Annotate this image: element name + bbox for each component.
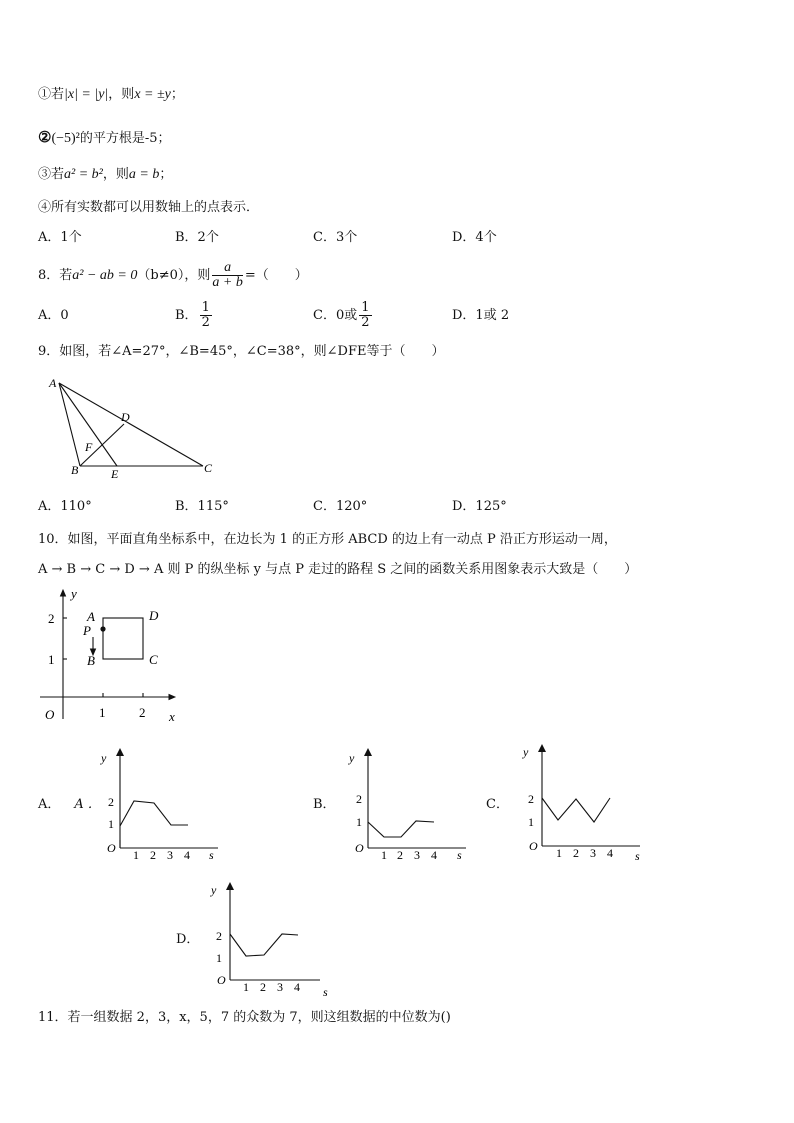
statement-3-end: ； [159,167,173,182]
q8-frac-num: a [212,261,242,276]
q8-option-b-den: 2 [201,315,210,330]
statement-2-text: 的平方根是-5； [79,131,171,146]
q10-graph-b-s-label: s [457,848,462,862]
statement-1-abs: |x| = |y| [64,87,109,102]
q8-fraction [212,261,242,290]
q10-graph-c-s-label: s [635,849,640,862]
q10-graph-c-y2: 2 [528,792,534,806]
statement-1 [38,86,184,104]
q10-graph-c [520,742,650,862]
q10-option-d-label: D． [176,932,200,947]
q10-label-b: B [87,653,95,668]
q10-graph-c-x1: 1 [556,846,562,860]
q10-tick-y2: 2 [48,611,55,626]
statement-1-then: ，则 [108,87,135,102]
q10-graph-b-curve [368,821,434,837]
q8-option-b-frac [200,301,212,330]
q10-stem-line-1: 10．如图，平面直角坐标系中，在边长为 1 的正方形 ABCD 的边上有一动点 P 沿正方形运动一周， [38,532,617,547]
q8-cond: （b≠0） [137,268,185,283]
q10-option-a-label [38,796,101,814]
q10-label-d: D [149,608,159,623]
q10-tick-x1: 1 [99,705,106,720]
q8-option-c-num: 1 [361,300,370,315]
q8-stem [38,258,308,294]
q7-option-d: D．4个 [452,230,497,245]
q10-graph-b [346,748,476,863]
q10-graph-c-x4: 4 [607,846,613,860]
q10-graph-b-x3: 3 [414,848,420,862]
q8-prefix: 8．若 [38,268,73,283]
q10-graph-d-curve [230,934,298,956]
q10-point-p [100,626,105,631]
q8-expr: a² − ab = 0 [72,268,138,283]
q10-graph-d-x2: 2 [260,980,266,994]
q10-graph-a-origin: O [107,841,116,855]
q10-graph-d-y-label: y [211,883,217,897]
q10-graph-a-x3: 3 [167,848,173,862]
statement-1-end: ； [170,87,184,102]
q10-graph-d-y2: 2 [216,929,222,943]
q10-graph-d-origin: O [217,973,226,987]
q10-label-c: C [149,652,158,667]
q10-label-p: P [83,623,91,638]
q10-option-b-label: B． [313,797,336,812]
q8-option-c [313,298,374,334]
q10-graph-d-x1: 1 [243,980,249,994]
q10-stem-line-2: A → B → C → D → A 则 P 的纵坐标 y 与点 P 走过的路程 S 之间的函数关系用图象表示大致是（ ） [38,562,638,577]
q10-graph-b-x4: 4 [431,848,437,862]
q10-graph-d [208,880,338,1000]
q10-graph-b-origin: O [355,841,364,855]
q10-graph-d-y1: 1 [216,951,222,965]
q10-graph-a-y1: 1 [108,817,114,831]
statement-1-marker: ①若 [38,87,65,102]
q8-option-a: A．0 [38,308,69,323]
q8-option-b [175,298,214,334]
q9-side-ac [59,383,203,466]
q10-label-a: A [87,609,95,624]
q10-graph-c-x2: 2 [573,846,579,860]
statement-2 [38,128,171,148]
q9-option-a: A．110° [38,499,92,514]
q10-graph-d-x4: 4 [294,980,300,994]
q10-graph-c-origin: O [529,839,538,853]
statement-3-conclusion: a = b [128,167,160,182]
q10-square [103,618,143,659]
q10-graph-a-x4: 4 [184,848,190,862]
q8-option-d: D．1或 2 [452,308,510,323]
q7-option-c: C．3个 [313,230,358,245]
q10-square-figure [35,585,185,725]
statement-3-then: ，则 [102,167,129,182]
statement-2-expr: (−5)² [51,131,80,146]
q10-graph-b-y-label: y [349,751,355,765]
q10-graph-b-x1: 1 [381,848,387,862]
q10-graph-c-x3: 3 [590,846,596,860]
q10-origin-label: O [45,707,55,722]
statement-3 [38,166,172,184]
q9-side-ab [59,383,80,466]
q11-stem: 11．若一组数据 2，3，x，5，7 的众数为 7，则这组数据的中位数为() [38,1010,451,1025]
q10-graph-a [98,748,228,863]
q7-option-b: B．2个 [175,230,219,245]
q8-option-c-frac [359,301,371,330]
q10-graph-a-x2: 2 [150,848,156,862]
q8-option-c-label: C．0或 [313,308,358,323]
statement-2-marker: ② [38,128,52,146]
q10-option-a-letter: A． [38,797,61,812]
q9-label-b: B [71,463,79,477]
q10-tick-y1: 1 [48,652,55,667]
statement-1-conclusion: x = ±y [134,87,171,102]
q10-tick-x2: 2 [139,705,146,720]
q10-y-label: y [71,586,77,601]
q10-graph-d-x3: 3 [277,980,283,994]
q10-option-c-label: C． [486,797,509,812]
q10-graph-a-y-label: y [101,751,107,765]
q10-graph-c-y-label: y [523,745,529,759]
q10-graph-a-s-label: s [209,848,214,862]
q10-graph-a-x1: 1 [133,848,139,862]
q10-graph-a-curve [120,801,188,826]
statement-3-marker: ③若 [38,167,65,182]
q9-option-d: D．125° [452,499,507,514]
q8-then: ，则 [184,268,211,283]
q10-graph-b-y1: 1 [356,815,362,829]
q8-suffix: =（ ） [244,268,308,283]
q8-option-b-label: B． [175,308,198,323]
q10-graph-d-s-label: s [323,985,328,999]
q10-graph-a-y2: 2 [108,795,114,809]
q9-triangle-figure [45,375,225,485]
q10-option-a-extra: A ． [74,797,101,812]
q10-graph-c-y1: 1 [528,815,534,829]
q9-label-d: D [121,410,130,424]
q8-option-b-num: 1 [201,300,210,315]
q9-option-c: C．120° [313,499,368,514]
q10-graph-b-x2: 2 [397,848,403,862]
q9-label-f: F [85,440,93,454]
q9-option-b: B．115° [175,499,229,514]
q10-graph-b-y2: 2 [356,792,362,806]
q8-frac-den: a + b [212,275,243,290]
statement-3-expr: a² = b² [64,167,103,182]
q10-x-label: x [169,709,175,724]
q9-label-e: E [111,467,119,481]
q8-option-c-den: 2 [361,315,370,330]
q7-option-a: A．1个 [38,230,82,245]
q9-stem: 9．如图，若∠A=27°，∠B=45°，∠C=38°，则∠DFE等于（ ） [38,344,445,359]
q9-label-c: C [204,461,213,475]
statement-4: ④所有实数都可以用数轴上的点表示． [38,200,260,215]
q9-label-a: A [49,376,57,390]
q10-graph-c-curve [542,798,610,822]
